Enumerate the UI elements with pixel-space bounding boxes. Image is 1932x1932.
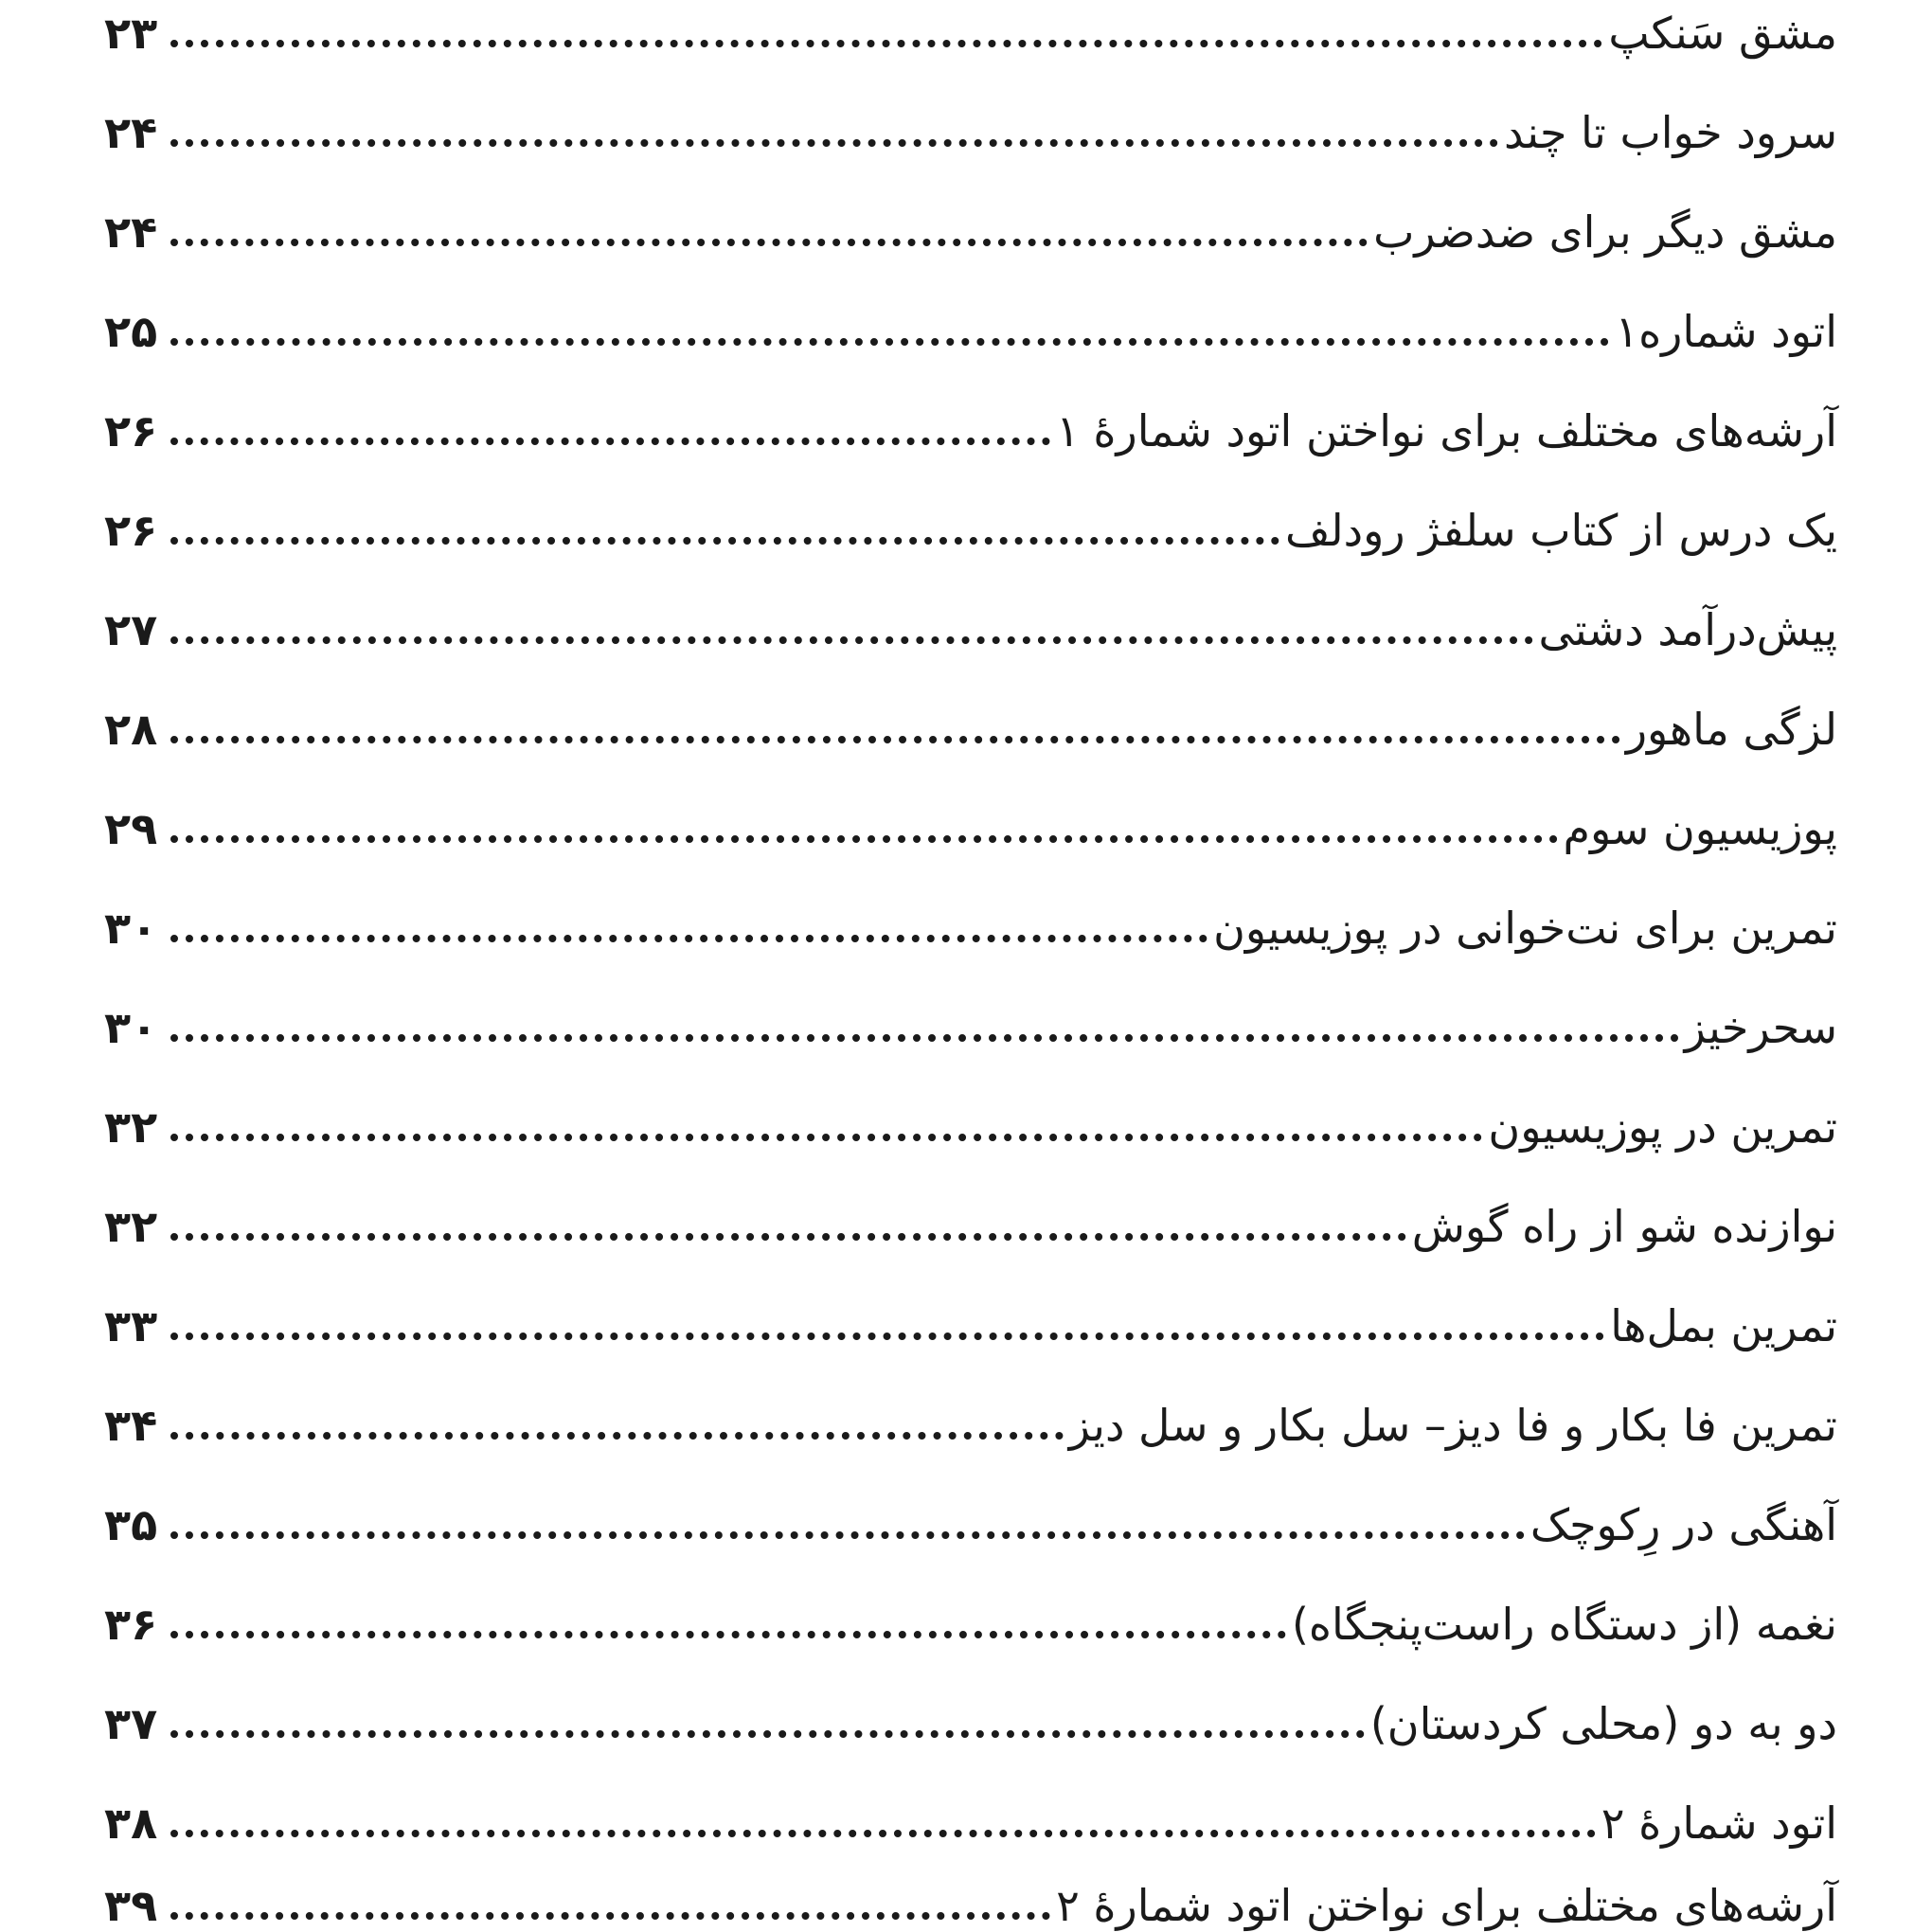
toc-page-number: ۲۶ bbox=[104, 505, 158, 556]
toc-entry bbox=[104, 874, 1837, 954]
toc-entry-title: لزگی ماهور bbox=[1625, 704, 1837, 755]
toc-entry-title: تمرین در پوزیسیون bbox=[1488, 1101, 1837, 1153]
dot-leader bbox=[170, 537, 1279, 545]
toc-page-number: ۲۴ bbox=[104, 107, 158, 158]
dot-leader bbox=[170, 1531, 1525, 1539]
toc-page-number: ۲۶ bbox=[104, 405, 158, 456]
toc-entry bbox=[104, 1852, 1837, 1931]
toc-page-number: ۲۷ bbox=[104, 604, 158, 655]
toc-entry-title: اتود شمارهٔ ۲ bbox=[1601, 1798, 1837, 1849]
toc-entry-title: پیش‌درآمد دشتی bbox=[1538, 604, 1837, 655]
toc-entry-title: سحرخیز bbox=[1684, 1002, 1837, 1053]
toc-page-number: ۳۸ bbox=[104, 1798, 158, 1849]
toc-entry bbox=[104, 576, 1837, 655]
toc-page-number: ۳۶ bbox=[104, 1599, 158, 1650]
dot-leader bbox=[170, 1730, 1365, 1738]
toc-page-number: ۳۲ bbox=[104, 1201, 158, 1252]
toc-entry bbox=[104, 1471, 1837, 1550]
toc-entry bbox=[104, 1272, 1837, 1351]
toc-entry-title: اتود شماره۱ bbox=[1615, 306, 1837, 357]
toc-entry bbox=[104, 476, 1837, 556]
dot-leader bbox=[170, 636, 1533, 644]
toc-page-number: ۳۹ bbox=[104, 1880, 158, 1931]
toc-entry bbox=[104, 1073, 1837, 1153]
dot-leader bbox=[170, 1912, 1050, 1920]
toc-page-number: ۳۷ bbox=[104, 1698, 158, 1749]
toc-page-number: ۲۸ bbox=[104, 704, 158, 755]
toc-page-number: ۳۴ bbox=[104, 1400, 158, 1451]
toc-entry bbox=[104, 1371, 1837, 1451]
toc-entry bbox=[104, 1172, 1837, 1252]
dot-leader bbox=[170, 1134, 1482, 1141]
toc-entry-title: تمرین برای نت‌خوانی در پوزیسیون bbox=[1213, 903, 1837, 954]
toc-entry-title: تمرین فا بکار و فا دیز– سل بکار و سل دیز bbox=[1068, 1400, 1837, 1451]
toc-entry-title: تمرین بمل‌ها bbox=[1610, 1300, 1837, 1351]
dot-leader bbox=[170, 139, 1498, 147]
toc-entry-title: سرود خواب تا چند bbox=[1503, 107, 1837, 158]
toc-entry bbox=[104, 1570, 1837, 1650]
dot-leader bbox=[170, 338, 1609, 346]
toc-entry-title: آرشه‌های مختلف برای نواختن اتود شمارهٔ ۲ bbox=[1056, 1880, 1837, 1931]
dot-leader bbox=[170, 1432, 1064, 1440]
toc-page-number: ۲۹ bbox=[104, 803, 158, 854]
toc-entry bbox=[104, 775, 1837, 854]
toc-page-number: ۲۴ bbox=[104, 206, 158, 258]
dot-leader bbox=[170, 935, 1208, 942]
dot-leader bbox=[170, 40, 1602, 47]
toc-entry-title: مشق دیگر برای ضدضرب bbox=[1373, 206, 1837, 258]
toc-entry bbox=[104, 178, 1837, 258]
toc-page-number: ۳۲ bbox=[104, 1101, 158, 1153]
toc-entry bbox=[104, 675, 1837, 755]
toc-entry-title: مشق سَنکپ bbox=[1608, 8, 1837, 59]
toc-entry bbox=[104, 1670, 1837, 1749]
toc-entry bbox=[104, 974, 1837, 1053]
toc-entry-title: نوازنده شو از راه گوش bbox=[1411, 1201, 1837, 1252]
toc-entry-title: آهنگی در رِکوچک bbox=[1530, 1499, 1837, 1550]
toc-entry-title: یک درس از کتاب سلفژ رودلف bbox=[1285, 505, 1837, 556]
toc-page-number: ۳۰ bbox=[104, 1002, 158, 1053]
dot-leader bbox=[170, 438, 1050, 445]
toc-page-number: ۳۰ bbox=[104, 903, 158, 954]
toc-page-number: ۲۵ bbox=[104, 306, 158, 357]
toc-page-number: ۲۳ bbox=[104, 8, 158, 59]
dot-leader bbox=[170, 1830, 1596, 1837]
dot-leader bbox=[170, 1631, 1286, 1638]
dot-leader bbox=[170, 1034, 1679, 1042]
toc-entry-title: پوزیسیون سوم bbox=[1563, 803, 1837, 854]
toc-entry-title: آرشه‌های مختلف برای نواختن اتود شمارهٔ ۱ bbox=[1056, 405, 1837, 456]
toc-entry bbox=[104, 0, 1837, 59]
toc-page-number: ۳۳ bbox=[104, 1300, 158, 1351]
toc-entry bbox=[104, 79, 1837, 158]
dot-leader bbox=[170, 1333, 1604, 1340]
toc-entry-title: نغمه (از دستگاه راست‌پنجگاه) bbox=[1291, 1599, 1837, 1650]
toc-entry bbox=[104, 1769, 1837, 1849]
toc-entry-title: دو به دو (محلی کردستان) bbox=[1369, 1698, 1837, 1749]
toc-entry bbox=[104, 277, 1837, 357]
toc-entry bbox=[104, 377, 1837, 456]
dot-leader bbox=[170, 1233, 1406, 1241]
dot-leader bbox=[170, 239, 1368, 246]
dot-leader bbox=[170, 835, 1558, 843]
dot-leader bbox=[170, 736, 1620, 743]
toc-page-number: ۳۵ bbox=[104, 1499, 158, 1550]
